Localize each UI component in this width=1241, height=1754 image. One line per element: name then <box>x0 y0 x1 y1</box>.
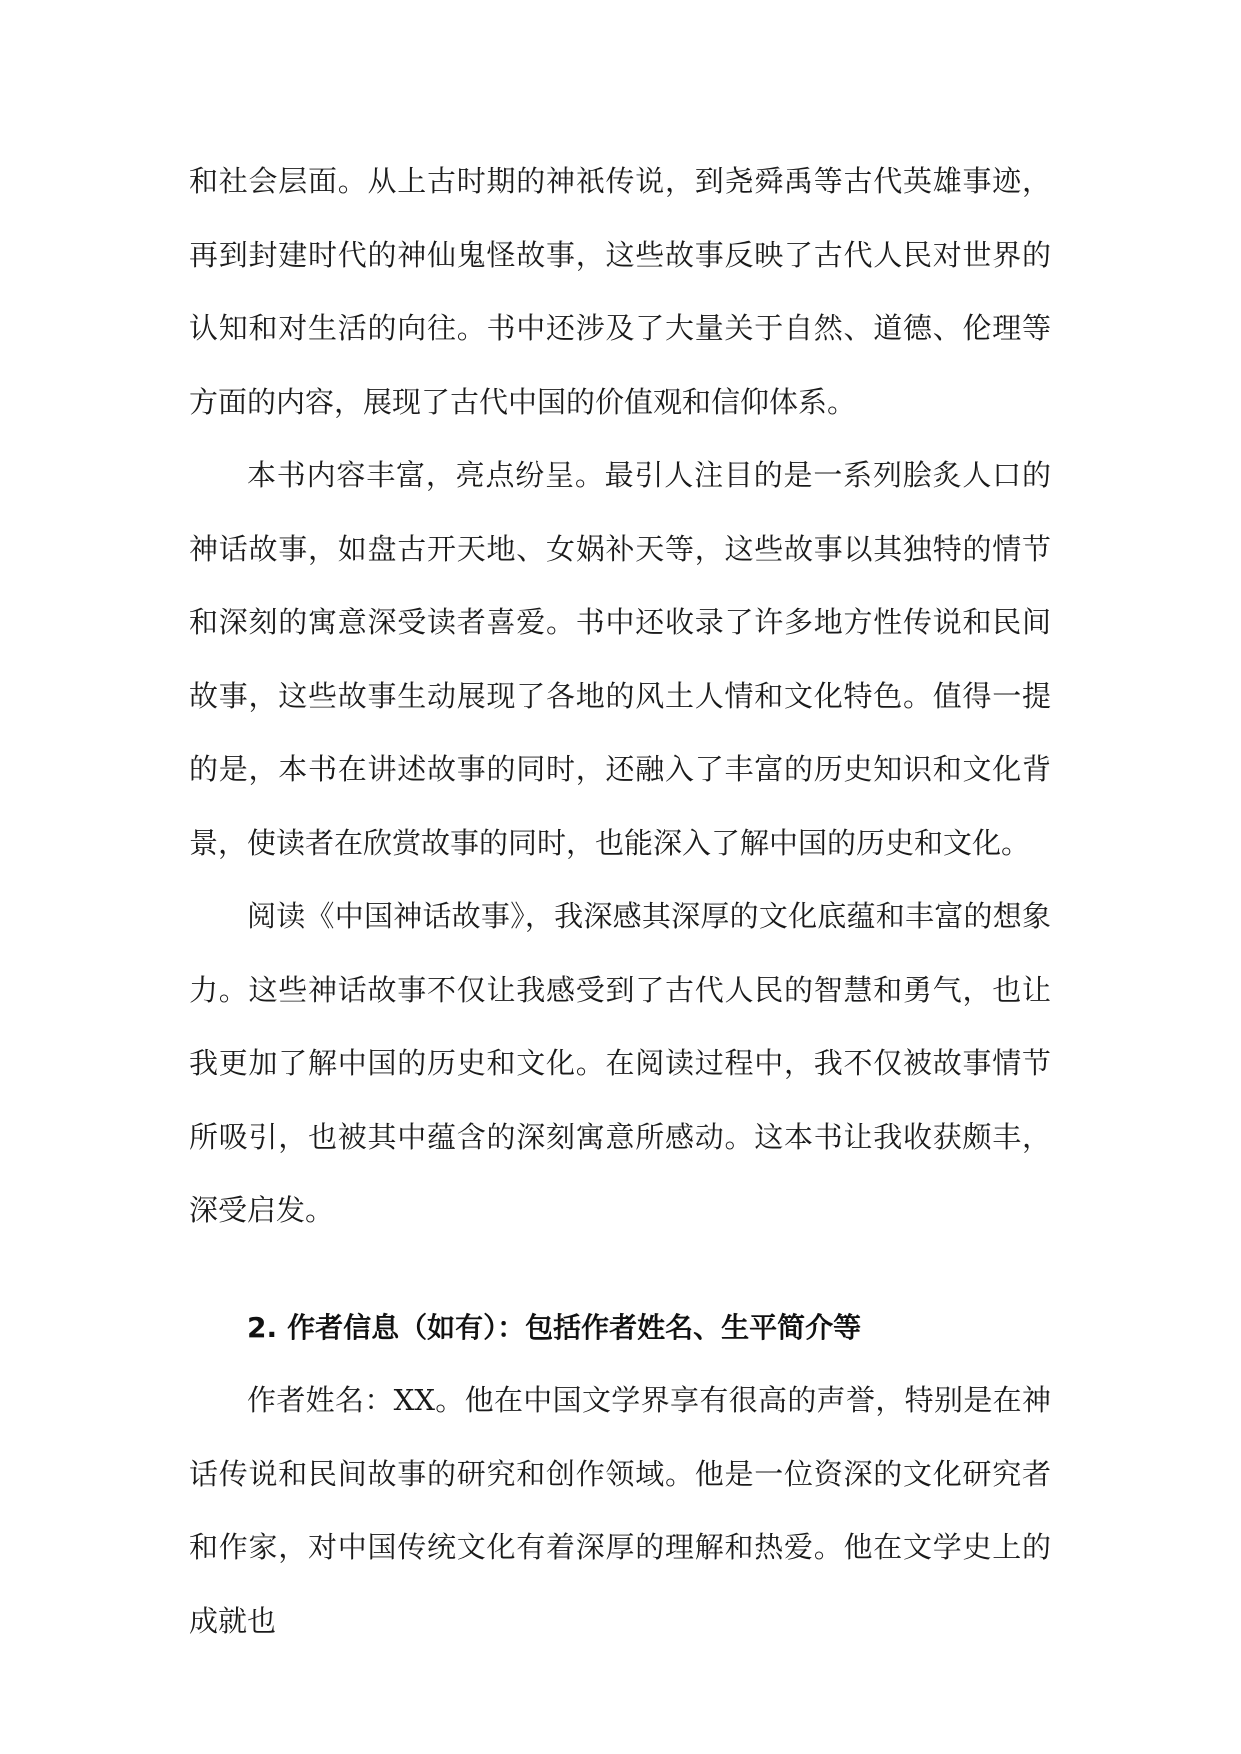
section-heading <box>189 1291 1051 1365</box>
paragraph-continued: 和社会层面。从上古时期的神祇传说，到尧舜禹等古代英雄事迹，再到封建时代的神仙鬼怪故事，这些故事反映了古代人民对世界的认知和对生活的向往。书中还涉及了大量关于自然、道德、伦理等方面的内容，展现了古代中国的价值观和信仰体系。 <box>189 164 1051 419</box>
paragraph-author: 作者姓名：XX。他在中国文学界享有很高的声誉，特别是在神话传说和民间故事的研究和创作领域。他是一位资深的文化研究者和作家，对中国传统文化有着深厚的理解和热爱。他在文学史上的成就也 <box>189 1383 1051 1638</box>
document-body <box>189 145 1051 1658</box>
paragraph-highlights: 本书内容丰富，亮点纷呈。最引人注目的是一系列脍炙人口的神话故事，如盘古开天地、女娲补天等，这些故事以其独特的情节和深刻的寓意深受读者喜爱。书中还收录了许多地方性传说和民间故事，这些故事生动展现了各地的风土人情和文化特色。值得一提的是，本书在讲述故事的同时，还融入了丰富的历史知识和文化背景，使读者在欣赏故事的同时，也能深入了解中国的历史和文化。 <box>189 458 1051 860</box>
section-title: 作者信息（如有）：包括作者姓名、生平简介等 <box>287 1310 862 1344</box>
paragraph-reflection: 阅读《中国神话故事》，我深感其深厚的文化底蕴和丰富的想象力。这些神话故事不仅让我感受到了古代人民的智慧和勇气，也让我更加了解中国的历史和文化。在阅读过程中，我不仅被故事情节所吸引，也被其中蕴含的深刻寓意所感动。这本书让我收获颇丰，深受启发。 <box>189 899 1051 1227</box>
section-number: 2. <box>247 1310 278 1344</box>
